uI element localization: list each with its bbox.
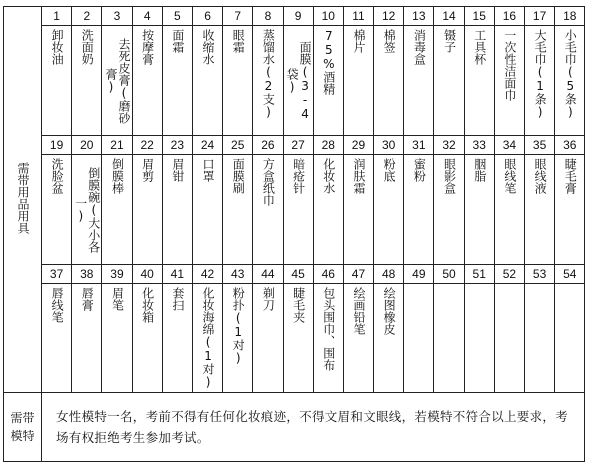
item-name: 唇膏: [80, 287, 95, 311]
item-cell: [404, 284, 434, 393]
model-label: 模特: [10, 429, 35, 443]
item-cell: [374, 155, 404, 265]
item-number: 44: [253, 265, 283, 284]
item-number: 23: [162, 136, 192, 155]
item-name: 卸妆油: [50, 29, 65, 65]
item-number: 29: [343, 136, 373, 155]
item-number: 20: [72, 136, 102, 155]
item-number: 24: [192, 136, 222, 155]
item-cell: [313, 284, 343, 393]
item-name: 收缩水: [201, 29, 216, 65]
item-row: [4, 155, 585, 265]
number-row: [4, 136, 585, 155]
item-name: 镊子: [442, 29, 457, 53]
item-name: 眉钳: [170, 158, 185, 182]
item-name: 面膜刷: [231, 158, 246, 194]
item-name: 一次性洁面巾: [502, 29, 517, 101]
item-number: 46: [313, 265, 343, 284]
item-number: 35: [525, 136, 555, 155]
item-cell: [343, 155, 373, 265]
item-number: 16: [494, 7, 524, 26]
item-name: 眼影盒: [442, 158, 457, 194]
item-number: 37: [42, 265, 72, 284]
item-cell: [102, 26, 132, 136]
side-label: 需带用品用具: [16, 162, 30, 234]
item-cell: [72, 155, 102, 265]
item-cell: [464, 155, 494, 265]
item-name: 眉笔: [110, 287, 125, 311]
item-number: 7: [223, 7, 253, 26]
item-name: 大毛巾(1条): [533, 29, 548, 119]
item-cell: [162, 155, 192, 265]
item-number: 52: [494, 265, 524, 284]
item-number: 28: [313, 136, 343, 155]
item-number: 6: [192, 7, 222, 26]
item-cell: [494, 284, 524, 393]
item-number: 34: [494, 136, 524, 155]
item-name: 洗脸盆: [50, 158, 65, 194]
item-cell: [132, 26, 162, 136]
item-number: 10: [313, 7, 343, 26]
item-number: 43: [223, 265, 253, 284]
item-number: 53: [525, 265, 555, 284]
item-name: 套扫: [170, 287, 185, 311]
item-row: [4, 26, 585, 136]
item-cell: [192, 26, 222, 136]
model-label: 需带: [10, 411, 35, 425]
item-number: 31: [404, 136, 434, 155]
item-name: 唇线笔: [50, 287, 65, 323]
item-name: 75%酒精: [321, 29, 336, 95]
item-name: 眼线笔: [502, 158, 517, 194]
item-number: 51: [464, 265, 494, 284]
item-cell: [192, 155, 222, 265]
item-cell: [283, 284, 313, 393]
model-label-cell: [4, 393, 42, 462]
item-cell: [525, 26, 555, 136]
item-name: 化妆海绵(1对): [201, 287, 216, 389]
item-number: 41: [162, 265, 192, 284]
item-number: 47: [343, 265, 373, 284]
item-name: 倒膜棒: [110, 158, 125, 194]
item-name: 化妆箱: [140, 287, 155, 323]
item-number: 50: [434, 265, 464, 284]
item-number: 9: [283, 7, 313, 26]
item-number: 5: [162, 7, 192, 26]
item-name: 暗疮针: [291, 158, 306, 194]
item-cell: [223, 155, 253, 265]
item-name: 口罩: [201, 158, 216, 182]
item-number: 49: [404, 265, 434, 284]
item-number: 21: [102, 136, 132, 155]
item-name: 蒸馏水(2支): [261, 29, 276, 119]
item-number: 32: [434, 136, 464, 155]
item-cell: [42, 284, 72, 393]
item-number: 42: [192, 265, 222, 284]
item-number: 17: [525, 7, 555, 26]
item-number: 38: [72, 265, 102, 284]
item-name: 眉剪: [140, 158, 155, 182]
item-cell: [313, 155, 343, 265]
item-name: 棉签: [382, 29, 397, 53]
side-label-cell: [4, 7, 42, 393]
item-name: 绘图橡皮: [382, 287, 397, 335]
item-cell: [132, 155, 162, 265]
item-cell: [313, 26, 343, 136]
item-number: 25: [223, 136, 253, 155]
item-row: [4, 284, 585, 393]
item-cell: [72, 26, 102, 136]
item-number: 36: [555, 136, 585, 155]
item-name: 消毒盒: [412, 29, 427, 65]
item-cell: [404, 155, 434, 265]
item-name: 眼霜: [231, 29, 246, 53]
item-name: 润肤霜: [351, 158, 366, 194]
item-cell: [434, 155, 464, 265]
item-cell: [72, 284, 102, 393]
item-cell: [555, 155, 585, 265]
item-cell: [132, 284, 162, 393]
item-cell: [192, 284, 222, 393]
item-number: 19: [42, 136, 72, 155]
item-name: 化妆水: [321, 158, 336, 194]
item-number: 18: [555, 7, 585, 26]
item-number: 48: [374, 265, 404, 284]
item-name: 小毛巾(5条): [563, 29, 578, 119]
item-name: 包头围巾、围布: [321, 287, 336, 371]
item-name: 方盒纸巾: [261, 158, 276, 206]
item-cell: [283, 155, 313, 265]
model-note-row: [4, 393, 585, 462]
item-number: 15: [464, 7, 494, 26]
item-cell: [223, 284, 253, 393]
item-cell: [555, 26, 585, 136]
item-number: 45: [283, 265, 313, 284]
item-cell: [42, 155, 72, 265]
item-number: 30: [374, 136, 404, 155]
item-name: 工具杯: [472, 29, 487, 65]
item-name: 粉底: [382, 158, 397, 182]
item-name: 面膜(3-4袋): [285, 40, 313, 121]
item-number: 14: [434, 7, 464, 26]
item-cell: [555, 284, 585, 393]
item-number: 54: [555, 265, 585, 284]
item-cell: [253, 26, 283, 136]
item-name: 眼线液: [533, 158, 548, 194]
item-number: 22: [132, 136, 162, 155]
item-cell: [343, 284, 373, 393]
item-cell: [102, 284, 132, 393]
item-cell: [162, 284, 192, 393]
item-cell: [374, 284, 404, 393]
item-name: 睫毛膏: [563, 158, 578, 194]
supplies-table: [3, 6, 585, 462]
item-name: 按摩膏: [140, 29, 155, 65]
item-number: 11: [343, 7, 373, 26]
item-cell: [343, 26, 373, 136]
item-number: 2: [72, 7, 102, 26]
item-number: 26: [253, 136, 283, 155]
item-cell: [42, 26, 72, 136]
item-number: 27: [283, 136, 313, 155]
item-name: 去死皮膏(磨砂膏): [103, 37, 131, 124]
item-cell: [494, 155, 524, 265]
item-name: 粉扑(1对): [231, 287, 246, 365]
item-cell: [102, 155, 132, 265]
item-number: 13: [404, 7, 434, 26]
item-cell: [253, 155, 283, 265]
item-cell: [494, 26, 524, 136]
item-cell: [223, 26, 253, 136]
item-name: 剃刀: [261, 287, 276, 311]
model-requirement-text: 女性模特一名，考前不得有任何化妆痕迹，不得文眉和文眼线，若模特不符合以上要求，考场有权拒绝考生参加考试。: [42, 393, 585, 462]
item-name: 面霜: [170, 29, 185, 53]
item-cell: [434, 284, 464, 393]
item-cell: [525, 284, 555, 393]
item-cell: [374, 26, 404, 136]
item-name: 胭脂: [472, 158, 487, 182]
item-number: 1: [42, 7, 72, 26]
item-name: 睫毛夹: [291, 287, 306, 323]
number-row: [4, 265, 585, 284]
item-number: 40: [132, 265, 162, 284]
item-cell: [464, 284, 494, 393]
number-row: [4, 7, 585, 26]
item-number: 8: [253, 7, 283, 26]
item-name: 洗面奶: [80, 29, 95, 65]
item-cell: [434, 26, 464, 136]
item-cell: [525, 155, 555, 265]
item-number: 33: [464, 136, 494, 155]
item-cell: [283, 26, 313, 136]
item-number: 12: [374, 7, 404, 26]
item-cell: [404, 26, 434, 136]
item-cell: [162, 26, 192, 136]
item-cell: [253, 284, 283, 393]
item-name: 棉片: [351, 29, 366, 53]
item-number: 4: [132, 7, 162, 26]
item-cell: [464, 26, 494, 136]
item-name: 倒膜碗(大小各一): [73, 166, 101, 253]
item-number: 39: [102, 265, 132, 284]
item-name: 绘画铅笔: [351, 287, 366, 335]
item-name: 蜜粉: [412, 158, 427, 182]
item-number: 3: [102, 7, 132, 26]
